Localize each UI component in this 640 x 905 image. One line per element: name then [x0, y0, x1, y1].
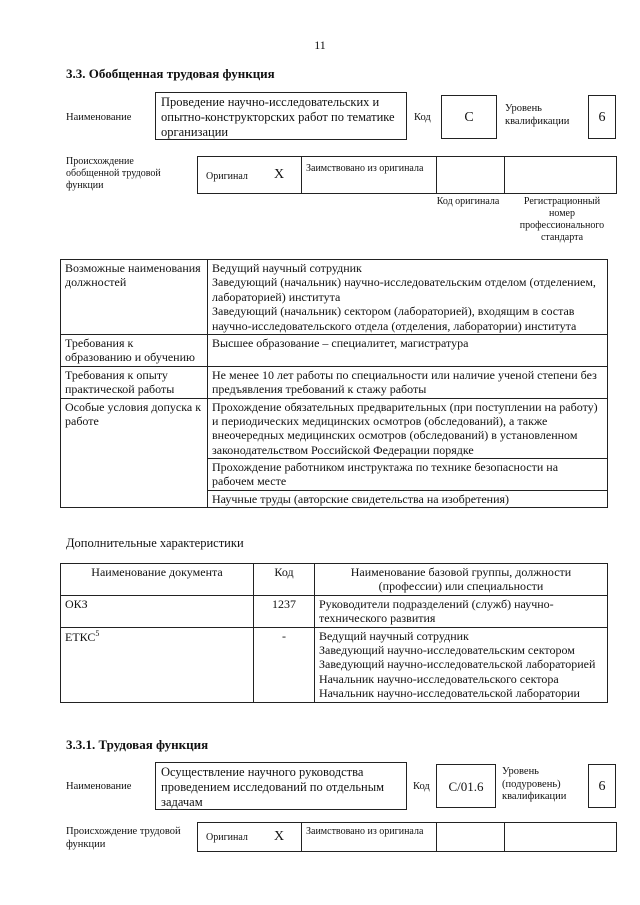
divider: [504, 157, 505, 193]
table-header-row: [61, 564, 608, 596]
etks-name-line: Ведущий научный сотрудник: [319, 628, 469, 643]
col-header-doc: Наименование документа: [61, 564, 254, 596]
table-row: [61, 260, 608, 335]
col-header-name: Наименование базовой группы, должности (профессии) или специальности: [315, 564, 608, 596]
gtf-origin-grid: [197, 156, 617, 194]
gtf-code-value: C: [441, 95, 497, 139]
table-row: [61, 398, 608, 459]
footnote-mark: 5: [95, 628, 100, 638]
row-label: Требования к опыту практической работы: [61, 366, 208, 398]
row-value: Прохождение работником инструктажа по технике безопасности на рабочем месте: [208, 459, 608, 491]
gtf-level-label: Уровень квалификации: [505, 103, 570, 127]
page-number: 11: [314, 38, 326, 52]
gtf-reg-number-caption: Регистрационный номер профессионального стандарта: [519, 196, 605, 243]
etks-names: [315, 627, 608, 702]
table-row: [61, 334, 608, 366]
table-row: [61, 627, 608, 702]
divider: [504, 823, 505, 851]
tf-code-value: C/01.6: [436, 764, 496, 808]
gtf-original-label: Оригинал: [206, 171, 248, 182]
tf-original-mark: X: [274, 829, 285, 844]
tf-name-label: Наименование: [66, 781, 132, 792]
row-value-line: Заведующий (начальник) научно-исследовательским отделом (отделением, лабораторией) института: [212, 275, 596, 304]
tf-code-label: Код: [413, 781, 430, 792]
row-value-line: Ведущий научный сотрудник: [212, 261, 362, 275]
etks-doc: [61, 627, 254, 702]
additional-heading: Дополнительные характеристики: [66, 536, 244, 550]
etks-name-line: Заведующий научно-исследовательской лабораторией: [319, 657, 596, 672]
gtf-level-value: 6: [588, 95, 616, 139]
okz-name: Руководители подразделений (служб) научно-технического развития: [315, 595, 608, 627]
gtf-name-value: Проведение научно-исследовательских и опытно-конструкторских работ по тематике организации: [155, 92, 407, 140]
tf-original-label: Оригинал: [206, 832, 248, 843]
gtf-borrowed-label: Заимствовано из оригинала: [306, 163, 424, 174]
okz-doc: ОКЗ: [61, 595, 254, 627]
tf-origin-grid: [197, 822, 617, 852]
row-label: Особые условия допуска к работе: [61, 398, 208, 508]
divider: [436, 157, 437, 193]
section-heading-3-3: 3.3. Обобщенная трудовая функция: [66, 66, 275, 81]
etks-name-line: Начальник научно-исследовательской лаборатории: [319, 686, 580, 701]
tf-level-label: Уровень (подуровень) квалификации: [502, 766, 567, 803]
divider: [436, 823, 437, 851]
row-label: Возможные наименования должностей: [61, 260, 208, 335]
row-value: Прохождение обязательных предварительных (при поступлении на работу) и периодических медицинских осмотров (обследований), а также внеочередных медицинских осмотров (обследований) в установленном законодательством Российской Федерации порядке: [208, 398, 608, 459]
row-value: [208, 260, 608, 335]
etks-code: -: [254, 627, 315, 702]
tf-level-value: 6: [588, 764, 616, 808]
table-row: [61, 595, 608, 627]
etks-doc-text: ЕТКС: [65, 629, 96, 644]
gtf-code-original-caption: Код оригинала: [436, 196, 500, 207]
tf-borrowed-label: Заимствовано из оригинала: [306, 826, 424, 837]
gtf-details-table: [60, 259, 608, 508]
row-value: Не менее 10 лет работы по специальности или наличие ученой степени без предъявления требований к стажу работы: [208, 366, 608, 398]
tf-origin-label: Происхождение трудовой функции: [66, 826, 181, 850]
row-value: Высшее образование – специалитет, магистратура: [208, 334, 608, 366]
row-value: Научные труды (авторские свидетельства на изобретения): [208, 490, 608, 507]
gtf-name-label: Наименование: [66, 112, 132, 123]
gtf-original-mark: X: [274, 167, 285, 182]
divider: [301, 823, 302, 851]
col-header-code: Код: [254, 564, 315, 596]
table-row: [61, 366, 608, 398]
gtf-code-label: Код: [414, 112, 431, 123]
additional-table: [60, 563, 608, 703]
etks-name-line: Начальник научно-исследовательского сектора: [319, 671, 559, 686]
divider: [301, 157, 302, 193]
tf-name-value: Осуществление научного руководства проведением исследований по отдельным задачам: [155, 762, 407, 810]
row-label: Требования к образованию и обучению: [61, 334, 208, 366]
okz-code: 1237: [254, 595, 315, 627]
gtf-origin-label: Происхождение обобщенной трудовой функции: [66, 156, 161, 191]
section-heading-3-3-1: 3.3.1. Трудовая функция: [66, 737, 209, 752]
row-value-line: Заведующий (начальник) сектором (лабораторией), входящим в состав научно-исследовательского отдела (отделения, лаборатории) института: [212, 304, 577, 333]
etks-name-line: Заведующий научно-исследовательским сектором: [319, 642, 575, 657]
